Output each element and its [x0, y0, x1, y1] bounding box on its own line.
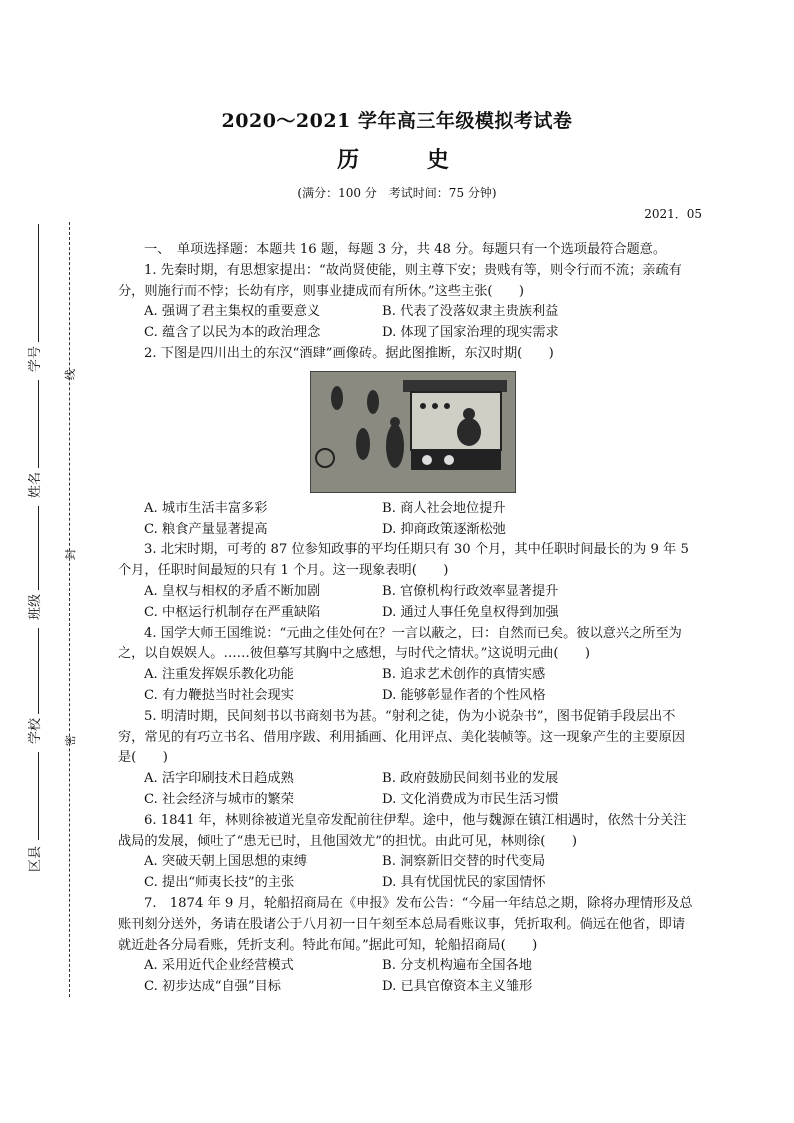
- subject-title: 历 史: [337, 147, 479, 173]
- question-content: [118, 240, 694, 998]
- section-heading: 一、 单项选择题：本题共 16 题，每题 3 分，共 48 分。每题只有一个选项最符合题意。: [144, 242, 667, 257]
- option-c[interactable]: C. 提出“师夷长技”的主张: [144, 875, 295, 891]
- option-b[interactable]: B. 商人社会地位提升: [382, 500, 506, 516]
- binding-label-name: 姓名: [28, 471, 43, 498]
- binding-label-class: 班级: [28, 593, 43, 620]
- binding-label-school: 学校: [28, 717, 43, 744]
- blank-line-student-id: [38, 224, 39, 342]
- option-d[interactable]: D. 抑商政策逐渐松弛: [382, 521, 506, 537]
- binding-word-secret: 密: [64, 735, 77, 746]
- option-d[interactable]: D. 体现了国家治理的现实需求: [382, 325, 559, 341]
- option-a[interactable]: A. 活字印刷技术日趋成熟: [144, 771, 294, 787]
- question-6-stem: 6. 1841 年，林则徐被道光皇帝发配前往伊犁。途中，他与魏源在镇江相遇时，依然十分关注战局的发展，倾吐了“患无已时，且他国效尤”的担忧。由此可见，林则徐( ): [118, 812, 687, 849]
- option-d[interactable]: D. 能够彰显作者的个性风格: [382, 687, 546, 703]
- option-b[interactable]: B. 政府鼓励民间刻书业的发展: [382, 771, 559, 787]
- question-1-options-row-1: [118, 302, 694, 323]
- option-c[interactable]: C. 有力鞭挞当时社会现实: [144, 687, 294, 703]
- question-7-options-row-2: [118, 977, 694, 998]
- blank-line-name: [38, 380, 39, 468]
- option-b[interactable]: B. 分支机构遍布全国各地: [382, 958, 532, 974]
- question-2-stem: 2. 下图是四川出土的东汉“酒肆”画像砖。据此图推断，东汉时期( ): [144, 345, 554, 361]
- option-c[interactable]: C. 粮食产量显著提高: [144, 521, 268, 537]
- option-d[interactable]: D. 通过人事任免皇权得到加强: [382, 604, 559, 620]
- exam-title: 2020～2021 学年高三年级模拟考试卷: [221, 110, 573, 132]
- option-b[interactable]: B. 追求艺术创作的真情实感: [382, 667, 546, 683]
- option-b[interactable]: B. 官僚机构行政效率显著提升: [382, 583, 559, 599]
- option-d[interactable]: D. 已具官僚资本主义雏形: [382, 979, 533, 995]
- option-a[interactable]: A. 采用近代企业经营模式: [144, 958, 294, 974]
- tavern-brick-illustration: [311, 372, 515, 492]
- question-4-options-row-1: [118, 665, 694, 686]
- option-b[interactable]: B. 代表了没落奴隶主贵族利益: [382, 304, 559, 320]
- tavern-brick-image: [310, 371, 516, 493]
- question-5-stem: 5. 明清时期，民间刻书以书商刻书为甚。“射利之徒，伪为小说杂书”，图书促销手段层出不穷，常见的有巧立书名、借用序跋、利用插画、化用评点、美化装帧等。这一现象产生的主要原因是( ): [118, 708, 686, 766]
- option-d[interactable]: D. 文化消费成为市民生活习惯: [382, 791, 559, 807]
- question-3-stem: 3. 北宋时期，可考的 87 位参知政事的平均任期只有 30 个月，其中任职时间最长的为 9 年 5 个月，任职时间最短的只有 1 个月。这一现象表明( ): [118, 542, 689, 579]
- binding-label-district: 区县: [28, 845, 43, 872]
- option-c[interactable]: C. 初步达成“自强”目标: [144, 979, 281, 995]
- question-5-options-row-1: [118, 769, 694, 790]
- question-1-stem: 1. 先秦时期，有思想家提出：“故尚贤使能，则主尊下安；贵贱有等，则令行而不流；亲疏有分，则施行而不悖；长幼有序，则事业捷成而有所休。”这些主张( ): [118, 262, 682, 299]
- option-a[interactable]: A. 注重发挥娱乐教化功能: [144, 667, 294, 683]
- option-c[interactable]: C. 蕴含了以民为本的政治理念: [144, 325, 321, 341]
- binding-word-seal: 封: [64, 549, 77, 560]
- binding-dashed-line: [69, 222, 70, 997]
- question-6-options-row-2: [118, 873, 694, 894]
- question-4-stem: 4. 国学大师王国维说：“元曲之佳处何在？一言以蔽之，曰：自然而已矣。彼以意兴之所至为之，以自娱娱人。……彼但摹写其胸中之感想，与时代之情状。”这说明元曲( ): [118, 625, 682, 662]
- binding-label-student-id: 学号: [28, 345, 43, 372]
- question-4-options-row-2: [118, 686, 694, 707]
- question-6-options-row-1: [118, 852, 694, 873]
- question-2-options-row-2: [118, 520, 694, 541]
- blank-line-district: [38, 752, 39, 840]
- exam-meta: (满分：100 分 考试时间：75 分钟): [297, 186, 497, 200]
- option-a[interactable]: A. 突破天朝上国思想的束缚: [144, 854, 307, 870]
- question-2-options-row-1: [118, 499, 694, 520]
- exam-date: 2021．05: [644, 207, 702, 221]
- option-a[interactable]: A. 强调了君主集权的重要意义: [144, 304, 321, 320]
- question-3-options-row-2: [118, 603, 694, 624]
- option-c[interactable]: C. 中枢运行机制存在严重缺陷: [144, 604, 321, 620]
- option-d[interactable]: D. 具有忧国忧民的家国情怀: [382, 875, 546, 891]
- binding-word-line: 线: [64, 369, 77, 380]
- option-a[interactable]: A. 皇权与相权的矛盾不断加剧: [144, 583, 321, 599]
- blank-line-class: [38, 506, 39, 590]
- question-7-stem: 7. 1874 年 9 月，轮船招商局在《申报》发布公告：“今届一年结总之期，除将办理情形及总账刊刻分送外，务请在股诸公于八月初一日午刻至本总局看账议事，凭折取利。倘远在他省，即请就近赴各分局看账，凭折支利。特此布闻。”据此可知，轮船招商局( ): [118, 895, 693, 953]
- blank-line-school: [38, 628, 39, 714]
- option-a[interactable]: A. 城市生活丰富多彩: [144, 500, 268, 516]
- question-5-options-row-2: [118, 790, 694, 811]
- option-c[interactable]: C. 社会经济与城市的繁荣: [144, 791, 294, 807]
- option-b[interactable]: B. 洞察新旧交替的时代变局: [382, 854, 546, 870]
- question-7-options-row-1: [118, 956, 694, 977]
- question-3-options-row-1: [118, 582, 694, 603]
- question-1-options-row-2: [118, 323, 694, 344]
